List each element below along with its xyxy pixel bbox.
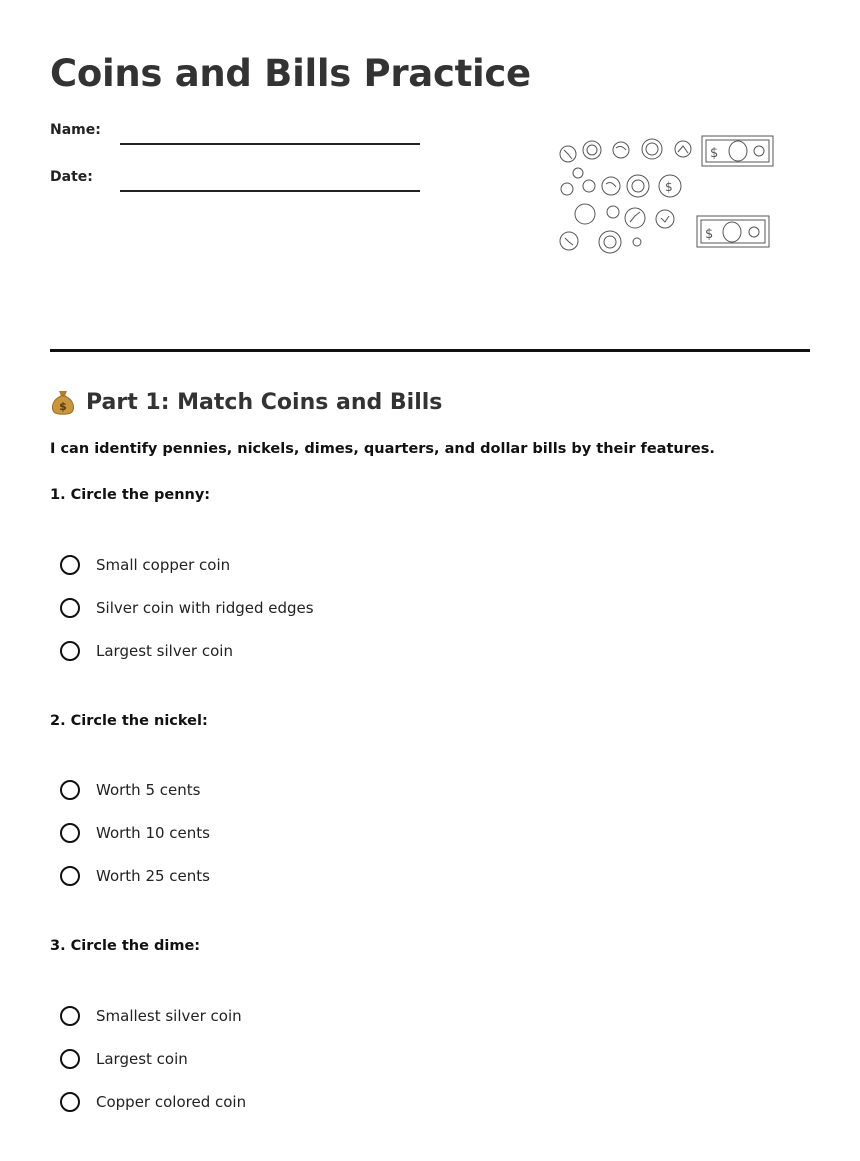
date-label: Date:	[50, 169, 93, 185]
name-label: Name:	[50, 122, 101, 138]
part-1-heading	[50, 388, 442, 416]
section-divider	[50, 349, 810, 352]
bill-symbol: $	[710, 146, 719, 161]
coin-drawing	[642, 139, 662, 159]
bill-symbol: $	[705, 227, 714, 242]
coin-drawing	[561, 183, 573, 195]
answer-option[interactable]	[60, 552, 230, 578]
answer-circle[interactable]	[60, 823, 80, 843]
coin-drawing	[575, 204, 595, 224]
answer-circle[interactable]	[60, 641, 80, 661]
answer-circle[interactable]	[60, 598, 80, 618]
answer-option-label: Worth 25 cents	[96, 867, 210, 885]
coin-drawing	[633, 238, 641, 246]
coin-symbol: $	[665, 180, 673, 194]
answer-option[interactable]	[60, 820, 210, 846]
answer-circle[interactable]	[60, 1006, 80, 1026]
coin-drawing	[560, 232, 578, 250]
coin-drawing	[583, 141, 601, 159]
coin-drawing	[602, 177, 620, 195]
question-2-prompt: 2. Circle the nickel:	[50, 713, 208, 729]
name-line[interactable]	[120, 143, 420, 145]
coin-drawing	[627, 175, 649, 197]
learning-goal: I can identify pennies, nickels, dimes, quarters, and dollar bills by their features.	[50, 441, 715, 457]
answer-option-label: Small copper coin	[96, 556, 231, 574]
coin-drawing	[675, 141, 691, 157]
answer-option-label: Silver coin with ridged edges	[96, 599, 314, 617]
question-1-prompt: 1. Circle the penny:	[50, 487, 211, 503]
answer-circle[interactable]	[60, 1049, 80, 1069]
coin-drawing	[599, 231, 621, 253]
answer-option[interactable]	[60, 638, 233, 664]
answer-option[interactable]	[60, 863, 210, 889]
coins-and-bills-clipart	[555, 132, 780, 257]
answer-circle[interactable]	[60, 780, 80, 800]
coin-drawing	[625, 208, 645, 228]
answer-circle[interactable]	[60, 1092, 80, 1112]
answer-option-label: Copper colored coin	[96, 1093, 247, 1111]
answer-option-label: Largest silver coin	[96, 642, 233, 660]
answer-option[interactable]	[60, 1089, 246, 1115]
coin-drawing	[656, 210, 674, 228]
coin-drawing	[613, 142, 629, 158]
page-title: Coins and Bills Practice	[50, 52, 531, 95]
answer-option-label: Smallest silver coin	[96, 1007, 242, 1025]
answer-option[interactable]	[60, 1003, 242, 1029]
answer-option-label: Worth 5 cents	[96, 781, 201, 799]
answer-circle[interactable]	[60, 866, 80, 886]
svg-text:$: $	[59, 400, 67, 413]
date-line[interactable]	[120, 190, 420, 192]
part-1-heading-text: Part 1: Match Coins and Bills	[86, 389, 443, 415]
answer-option[interactable]	[60, 595, 314, 621]
question-3-prompt: 3. Circle the dime:	[50, 938, 201, 954]
money-bag-icon	[50, 388, 76, 416]
answer-option[interactable]	[60, 1046, 188, 1072]
answer-option-label: Worth 10 cents	[96, 824, 210, 842]
answer-option[interactable]	[60, 777, 200, 803]
answer-circle[interactable]	[60, 555, 80, 575]
coin-drawing	[607, 206, 619, 218]
coin-drawing	[573, 168, 583, 178]
coin-drawing	[583, 180, 595, 192]
answer-option-label: Largest coin	[96, 1050, 188, 1068]
